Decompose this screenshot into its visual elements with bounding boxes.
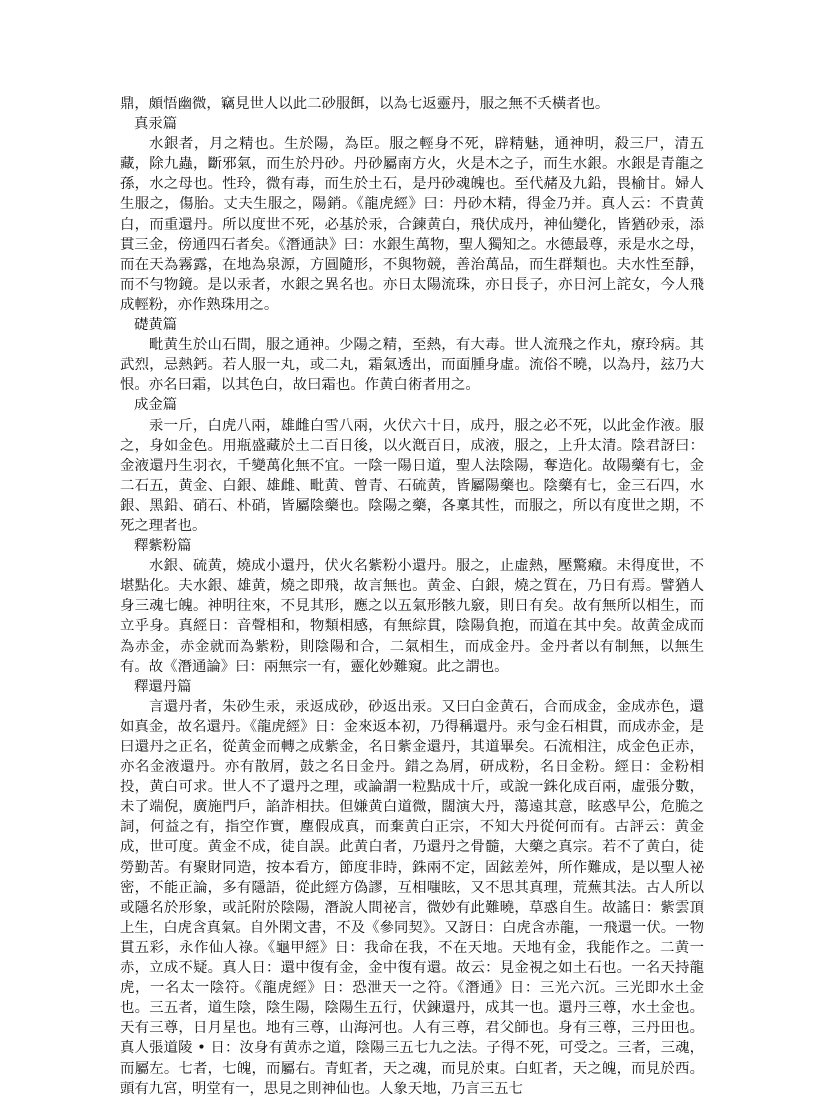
section-heading-huan-dan: 釋還丹篇: [134, 678, 192, 695]
section-heading-chu-huang: 礎黄篇: [134, 317, 178, 334]
section-heading-zi-fen: 釋紫粉篇: [134, 538, 192, 555]
section-heading-cheng-jin: 成金篇: [134, 397, 178, 414]
paragraph-cheng-jin: 汞一斤，白虎八兩，雄雌白雪八兩，火伏六十日，成丹，服之必不死，以此金作液。服之，身如金色。用瓶盛藏於土二百日後，以火漑百日，成液，服之，上升太清。陰君訝曰：金液還丹生羽衣，千變萬化無不宜。一陰一陽日道，聖人法陰陽，奪造化。故陽藥有七，金二石五，黄金、白銀、雄雌、毗黄、曾青、石硫黄，皆屬陽藥也。陰藥有七，金三石四，水銀、黑鉛、硝石、朴硝，皆屬陰藥也。陰陽之藥，各稟其性，而服之，所以有度世之期，不死之理者也。: [120, 417, 704, 534]
paragraph-zhen-gong: 水銀者，月之精也。生於陽，為臣。服之輕身不死，辟精魅，通神明，殺三尸，清五藏，除九蟲，斷邪氣，而生於丹砂。丹砂屬南方火，火是木之子，而生水銀。水銀是青龍之孫，水之母也。性玲，微有毒，而生於土石，是丹砂魂魄也。至代赭及九鉛，畏榆甘。婦人生服之，傷胎。丈夫生服之，陽銷。《龍虎經》曰：丹砂木精，得金乃并。真人云：不貴黄白，而重還丹。所以度世不死，必基於汞，合鍊黄白，飛伏成丹，神仙變化，皆猶砂汞，添貫三金，傍通四石者矣。《潛通訣》曰：水銀生萬物，聖人獨知之。水德最尊，汞是水之母，而在天為霧露，在地為泉源，方圓隨形，不與物競，善治萬品，而生群類也。夫水性至靜，而不勻物鏡。是以汞者，水銀之異名也。亦日太陽流珠，亦日長子，亦日河上詫女，今人飛成輕粉，亦作熟珠用之。: [120, 136, 704, 313]
paragraph-huan-dan: 言還丹者，朱砂生汞，汞返成砂，砂返出汞。又曰白金黄石，合而成金，金成赤色，還如真金，故名還丹。《龍虎經》日：金來返本初，乃得稱還丹。汞勻金石相貫，而成赤金，是曰還丹之正名，從黄金而轉之成紫金，名日紫金還丹，其道畢矣。石流相注，成金色正赤，亦名金液還丹。亦有散屑，鼓之名日金丹。錯之為屑，研成粉，名日金粉。經日：金粉相投，黄白可求。世人不了還丹之理，或論謂一粒點成十斤，或說一銖化成百兩，虛張分數，未了端倪，廣施門戶，諂詐相扶。但嫌黄白道微，闊演大丹，蕩遠其意，眩惑早公，危脆之詞，何益之有，指空作實，塵假成真，而棄黄白正宗，不知大丹從何而有。古評云：黄金成，世可度。黄金不成，徒自誤。此黄白者，乃還丹之骨髓，大藥之真宗。若不了黄白，徒勞勤苦。有聚財同造，按本看方，節度非時，銖兩不定，固鉉差舛，所作難成，是以聖人祕密，不能正論，多有隱語，從此經方偽謬，互相嗤眩，又不思其真理，荒蕪其法。古人所以或隱名於形象，或託附於陰陽，潛說人間祕言，微妙有此難曉，草惑自生。故謠日：紫雲頂上生，白虎含真氣。自外閑文書，不及《參同契》。又訝日：白虎含赤龍，一飛還一伏。一物貫五彩，永作仙人祿。《龜甲經》日：我命在我，不在天地。天地有金，我能作之。二黄一赤，立成不疑。真人日：還中復有金，金中復有還。故云：見金視之如土石也。一名天持龍虎，一名太一陰符。《龍虎經》日：恐泄天一之符。《潛通》日：三光六沉。三光即水土金也。三五者，道生陰，陰生陽，陰陽生五行，伏鍊還丹，成其一也。還丹三尊，水土金也。天有三尊，日月星也。地有三尊，山海河也。人有三尊，君父師也。身有三尊，三丹田也。真人張道陵 • 日：汝身有黄赤之道，陰陽三五七九之法。子得不死，可受之。三者，三魂，而屬左。七者，七魄，而屬右。青虹者，天之魂，而見於東。白虹者，天之魄，而見於西。頭有九宮，明堂有一，思見之則神仙也。人象天地，乃言三五七: [120, 698, 704, 1097]
paragraph-continuation: 鼎，頗悟幽微，竊見世人以此二砂服餌，以為七返靈丹，服之無不夭橫者也。: [120, 96, 610, 112]
paragraph-chu-huang: 毗黄生於山石間，服之通神。少陽之精，至熱，有大毒。世人流飛之作丸，療玲病。其武烈，忌熱鈣。若人服一丸，或二丸，霜氣透出，而面腫身虛。流俗不曉，以為丹，玆乃大恨。亦名曰霜，以其色白，故曰霜也。作黄白術者用之。: [120, 337, 704, 394]
paragraph-zi-fen: 水銀、硫黄，燒成小還丹，伏火名紫粉小還丹。服之，止虛熱，壓驚癪。未得度世，不堪點化。夫水銀、雄黄，燒之即飛，故言無也。黄金、白銀，燒之質在，乃日有焉。譬猶人身三魂七魄。神明往來，不見其形，應之以五氣形骸九竅，則日有矣。故有無所以相生，而立乎身。真經日：音聲相和，物類相感，有無綜貫，陰陽負抱，而道在其中矣。故黄金成而為赤金，赤金就而為紫粉，則陰陽和合，二氣相生，而成金丹。金丹者以有制無，以無生有。故《潛通論》曰：兩無宗一有，靈化妙難窺。此之謂也。: [120, 558, 704, 675]
document-page: [120, 94, 704, 1099]
section-heading-zhen-gong: 真汞篇: [134, 116, 178, 133]
